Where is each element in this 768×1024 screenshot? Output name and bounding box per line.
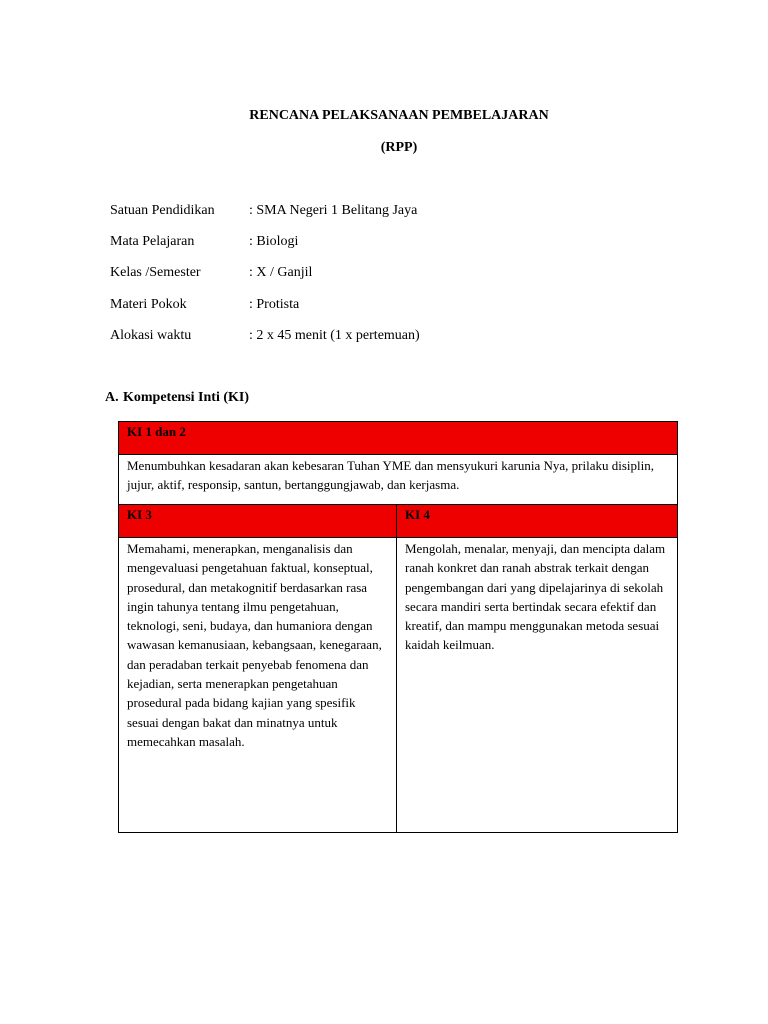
info-row-materi-pokok (110, 297, 299, 313)
section-letter: A. (105, 390, 119, 405)
info-value: : SMA Negeri 1 Belitang Jaya (249, 203, 418, 218)
ki3-text-cell: Memahami, menerapkan, menganalisis dan mengevaluasi pengetahuan faktual, konseptual, prosedural, dan metakognitif berdasarkan rasa ingin tahunya tentang ilmu pengetahuan, teknologi, seni, budaya, dan humaniora dengan wawasan kemanusiaan, kebangsaan, kenegaraan, dan peradaban terkait penyebab fenomena dan kejadian, serta menerapkan pengetahuan prosedural pada bidang kajian yang spesifik sesuai dengan bakat dan minatnya untuk memecahkan masalah. (119, 538, 397, 833)
info-row-alokasi-waktu (110, 328, 420, 344)
info-label: Mata Pelajaran (110, 234, 195, 249)
info-value: : Protista (249, 297, 300, 312)
document-subtitle: (RPP) (380, 140, 418, 155)
document-title: RENCANA PELAKSANAAN PEMBELAJARAN (249, 108, 549, 123)
info-value: : Biologi (249, 234, 299, 249)
section-title: Kompetensi Inti (KI) (123, 390, 249, 405)
ki3-header-cell: KI 3 (119, 505, 397, 538)
info-row-satuan-pendidikan (110, 203, 417, 219)
info-label: Satuan Pendidikan (110, 203, 215, 218)
info-label: Alokasi waktu (110, 328, 192, 343)
ki4-text-cell: Mengolah, menalar, menyaji, dan mencipta dalam ranah konkret dan ranah abstrak terkait dengan pengembangan dari yang dipelajarinya di sekolah secara mandiri serta bertindak secara efektif dan kreatif, dan mampu menggunakan metoda sesuai kaidah keilmuan. (397, 538, 678, 833)
ki4-header-cell: KI 4 (397, 505, 678, 538)
info-value: : X / Ganjil (249, 265, 313, 280)
info-row-kelas-semester (110, 265, 312, 281)
kompetensi-inti-table (118, 421, 678, 833)
ki12-text-cell: Menumbuhkan kesadaran akan kebesaran Tuhan YME dan mensyukuri karunia Nya, prilaku disiplin, jujur, aktif, responsip, santun, bertanggungjawab, dan kerjasma. (119, 455, 678, 505)
ki12-header-cell: KI 1 dan 2 (119, 422, 678, 455)
info-label: Kelas /Semester (110, 265, 201, 280)
info-row-mata-pelajaran (110, 234, 298, 250)
info-value: : 2 x 45 menit (1 x pertemuan) (249, 328, 420, 343)
section-a-heading (105, 390, 249, 406)
info-label: Materi Pokok (110, 297, 187, 312)
